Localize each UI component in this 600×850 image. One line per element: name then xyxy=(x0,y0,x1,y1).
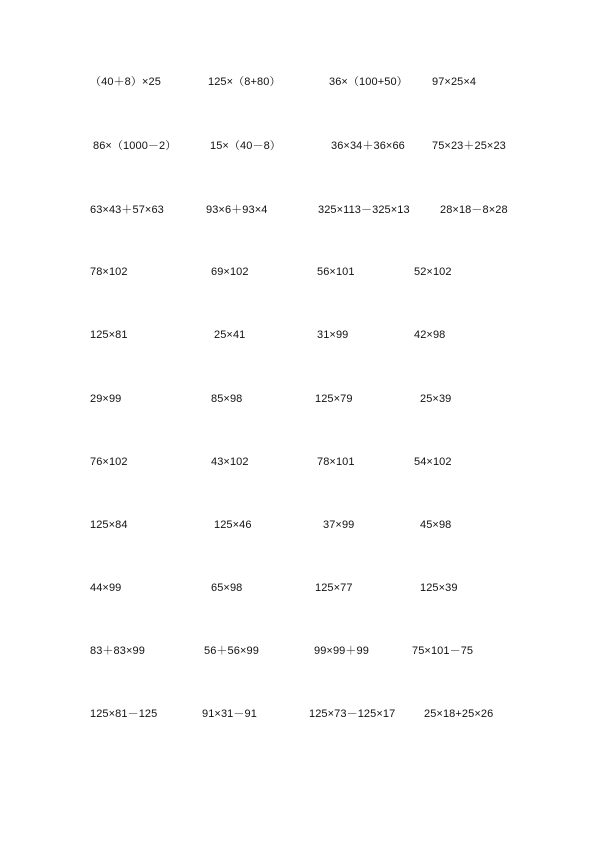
problem: 125×81－125 xyxy=(90,708,158,720)
problem: 31×99 xyxy=(317,329,349,341)
problem: 125×81 xyxy=(90,329,128,341)
problem-row xyxy=(0,200,600,220)
problem: 28×18－8×28 xyxy=(440,204,508,216)
problem-row xyxy=(0,704,600,724)
problem-row xyxy=(0,72,600,92)
problem: 29×99 xyxy=(90,393,122,405)
problem: 93×6＋93×4 xyxy=(206,204,268,216)
problem: 69×102 xyxy=(211,266,249,278)
problem: 78×102 xyxy=(90,266,128,278)
problem: 37×99 xyxy=(323,519,355,531)
problem: 25×18+25×26 xyxy=(424,708,494,720)
problem-row xyxy=(0,262,600,282)
problem: 325×113－325×13 xyxy=(318,204,410,216)
problem: 25×41 xyxy=(214,329,246,341)
problem: 15×（40－8） xyxy=(210,140,281,152)
problem: 125×39 xyxy=(420,582,458,594)
problem-row xyxy=(0,325,600,345)
problem: 42×98 xyxy=(414,329,446,341)
problem: 125×77 xyxy=(315,582,353,594)
problem-row xyxy=(0,515,600,535)
problem: 99×99＋99 xyxy=(314,645,369,657)
problem: 56＋56×99 xyxy=(204,645,259,657)
problem: 63×43＋57×63 xyxy=(90,204,164,216)
problem-row xyxy=(0,452,600,472)
problem: 43×102 xyxy=(211,456,249,468)
problem: 125×（8+80） xyxy=(208,76,281,88)
problem: 97×25×4 xyxy=(432,76,477,88)
problem: 85×98 xyxy=(211,393,243,405)
problem-row xyxy=(0,641,600,661)
problem: 125×46 xyxy=(214,519,252,531)
problem: 75×23＋25×23 xyxy=(432,140,506,152)
problem: 78×101 xyxy=(317,456,355,468)
problem-row xyxy=(0,389,600,409)
problem: 83＋83×99 xyxy=(90,645,145,657)
problem: 52×102 xyxy=(414,266,452,278)
problem: 91×31－91 xyxy=(202,708,257,720)
problem: 45×98 xyxy=(420,519,452,531)
problem: 65×98 xyxy=(211,582,243,594)
problem: 25×39 xyxy=(420,393,452,405)
problem: 125×84 xyxy=(90,519,128,531)
problem: 125×79 xyxy=(315,393,353,405)
problem: 76×102 xyxy=(90,456,128,468)
problem-row xyxy=(0,136,600,156)
problem: 56×101 xyxy=(317,266,355,278)
problem: 44×99 xyxy=(90,582,122,594)
problem: 86×（1000－2） xyxy=(93,140,177,152)
problem: 75×101－75 xyxy=(412,645,474,657)
problem: 36×34＋36×66 xyxy=(331,140,405,152)
problem: 54×102 xyxy=(414,456,452,468)
problem: 125×73－125×17 xyxy=(309,708,396,720)
problem-row xyxy=(0,578,600,598)
problem: 36×（100+50） xyxy=(329,76,408,88)
problem: （40＋8）×25 xyxy=(90,76,161,88)
